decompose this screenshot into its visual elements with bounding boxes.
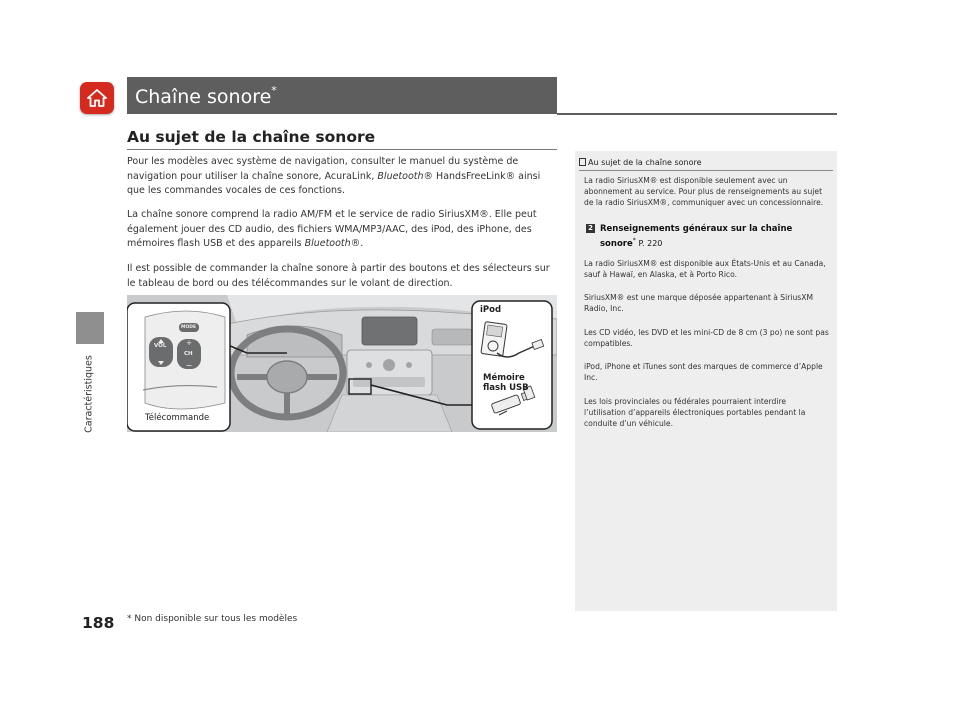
link-page: P. 220	[638, 238, 663, 248]
reference-arrow-icon: 2	[586, 224, 595, 233]
heading-divider	[127, 149, 557, 150]
section-tab-marker	[76, 312, 104, 344]
remote-ch-label: CH	[184, 351, 193, 357]
chapter-title-bar	[127, 77, 557, 114]
page-title-text: Chaîne sonore	[135, 86, 272, 108]
footnote-mark: *	[127, 614, 132, 624]
cross-reference-link[interactable]	[588, 223, 828, 250]
svg-text:+: +	[186, 339, 192, 347]
remote-caption: Télécommande	[145, 413, 210, 423]
note-paragraph-5: iPod, iPhone et iTunes sont des marques de commerce d’Apple Inc.	[584, 362, 823, 382]
usb-caption-line-1: Mémoire	[483, 373, 525, 383]
body-paragraph-1	[127, 155, 557, 199]
para1-text-a: Pour les modèles avec système de navigation, consulter le manuel du système de navigation pour utiliser la chaîne sonore, AcuraLink,	[127, 156, 519, 182]
note-paragraph-1: La radio SiriusXM® est disponible seulement avec un abonnement au service. Pour plus de renseignements au sujet de la radio SiriusXM®, communiquer avec un concessionnaire.	[584, 176, 824, 207]
link-mark: *	[632, 237, 636, 244]
home-button[interactable]	[80, 82, 114, 114]
para2-bluetooth: Bluetooth	[304, 238, 351, 249]
note-paragraph-4: Les CD vidéo, les DVD et les mini-CD de 8 cm (3 po) ne sont pas compatibles.	[584, 328, 829, 348]
page-title	[135, 86, 277, 108]
remote-vol-label: VOL	[154, 343, 167, 349]
svg-text:−: −	[185, 361, 193, 370]
para1-bluetooth: Bluetooth	[377, 170, 424, 182]
section-side-label	[82, 355, 96, 433]
para2-text-a: La chaîne sonore comprend la radio AM/FM et le service de radio SiriusXM®. Elle peut également jouer des CD audio, des fichiers WMA/MP3/AAC, des iPod, des iPhone, des mémoires flash USB et des appareils	[127, 209, 537, 249]
dashboard-figure	[127, 295, 557, 432]
note-heading	[579, 158, 702, 167]
body-paragraph-2	[127, 208, 557, 252]
dashboard-illustration	[127, 295, 557, 432]
section-heading: Au sujet de la chaîne sonore	[127, 128, 376, 146]
note-heading-text: Au sujet de la chaîne sonore	[588, 158, 702, 167]
link-text: Renseignements généraux sur la chaîne sonore	[600, 224, 793, 249]
para2-text-b: ®.	[350, 238, 364, 249]
side-note-box	[575, 151, 837, 611]
home-icon	[86, 88, 108, 108]
usb-caption	[483, 373, 529, 393]
note-divider	[579, 170, 833, 171]
note-marker-icon	[579, 158, 586, 166]
note-paragraph-6: Les lois provinciales ou fédérales pourraient interdire l’utilisation d’appareils électroniques portables pendant la conduite d’un véhicule.	[584, 397, 806, 428]
page-title-mark: *	[271, 84, 277, 97]
footnote	[127, 614, 297, 624]
title-underline	[557, 113, 837, 115]
ipod-caption: iPod	[480, 305, 502, 315]
remote-mode-label: MODE	[181, 325, 197, 330]
page-number: 188	[82, 614, 115, 632]
note-paragraph-2: La radio SiriusXM® est disponible aux États-Unis et au Canada, sauf à Hawaï, en Alaska, et à Porto Rico.	[584, 259, 826, 279]
body-paragraph-3: Il est possible de commander la chaîne sonore à partir des boutons et des sélecteurs sur le tableau de bord ou des télécommandes sur le volant de direction.	[127, 263, 550, 289]
para1-text-b: ® HandsFreeLink® ainsi que les commandes vocales de ces fonctions.	[127, 170, 541, 196]
usb-caption-line-2: flash USB	[483, 383, 529, 393]
note-paragraph-3: SiriusXM® est une marque déposée appartenant à SiriusXM Radio, Inc.	[584, 293, 813, 313]
footnote-text: Non disponible sur tous les modèles	[134, 614, 298, 624]
section-side-label-text: Caractéristiques	[83, 355, 95, 433]
